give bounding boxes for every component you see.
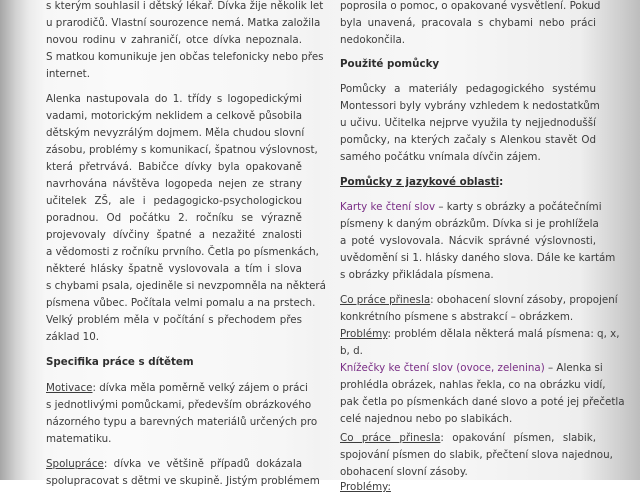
right-text-line (340, 15, 596, 32)
text-run: vadami, motorickým neklidem a celkově působila (46, 110, 302, 122)
text-run: písmeny k daným obrázkům. Dívka si je prohlížela (340, 218, 599, 230)
left-text-line (46, 414, 318, 431)
right-text-line (340, 447, 613, 464)
right-text-line (340, 233, 596, 250)
right-text-line (340, 149, 541, 166)
right-text-line (340, 174, 503, 191)
right-text-line (340, 430, 596, 447)
text-run: učitelek ZŠ, ale i pedagogicko-psychologickou (46, 195, 302, 207)
text-run: s chybami psala, ojediněle si nevzpomněla na některá (46, 280, 326, 292)
left-text-line (46, 159, 302, 176)
right-text-line (340, 309, 573, 326)
text-run: : dívka ve většině případů dokázala (103, 458, 302, 470)
section-heading: Pomůcky z jazykové oblasti (340, 176, 500, 188)
underlined-label: Motivace (46, 382, 93, 394)
text-run: názorného typu a barevných materiálů určených pro (46, 416, 318, 428)
right-text-line (340, 411, 512, 428)
text-run: byla unavená, pracovala s chybami nebo práci (340, 17, 596, 29)
text-run: s obrázky přikládala písmena. (340, 269, 494, 281)
text-run: : dívka měla poměrně velký zájem o práci (92, 382, 308, 394)
left-text-line (46, 15, 321, 32)
text-run: konkrétního písmene s abstrakcí – obrázkem. (340, 311, 574, 323)
right-text-line (340, 326, 620, 343)
left-text-line (46, 210, 302, 227)
text-run: – Alenka si (544, 362, 603, 374)
right-text-line (340, 81, 596, 98)
left-text-line (46, 312, 302, 329)
text-run: dětským nevyzrálým dojmem. Měla chudou slovní (46, 127, 305, 139)
right-text-line (340, 292, 618, 309)
left-text-line (46, 66, 90, 83)
text-run: obohacení slovní zásoby. (340, 466, 468, 478)
text-run: poradnou. Od počátku 2. ročníku se výrazně (46, 212, 302, 224)
text-run: a vědomosti z ročníku prvního. Četla po písmenkách, (46, 246, 319, 258)
text-run: písmena vůbec. Počítala velmi pomalu a na prstech. (46, 297, 316, 309)
left-text-line (46, 0, 324, 15)
left-text-line (46, 397, 312, 414)
left-text-line (46, 193, 302, 210)
text-run: : opakování písmen, slabik, (440, 432, 597, 444)
text-run: u prarodičů. Vlastní sourozence nemá. Matka založila (46, 17, 321, 29)
left-text-line (46, 456, 302, 473)
text-run: navrhována návštěva logopeda nejen ze strany (46, 178, 302, 190)
right-text-line (340, 360, 603, 377)
text-run: samého počátku vnímala dívčin zájem. (340, 151, 541, 163)
left-text-line (46, 108, 302, 125)
underlined-label: Spolupráce (46, 458, 104, 470)
text-run: matematiku. (46, 433, 112, 445)
text-run: b, d. (340, 345, 363, 357)
text-run: základ 10. (46, 331, 100, 343)
right-text-line (340, 199, 602, 216)
text-run: Velký problém měla v počítání s přechodem přes (46, 314, 302, 326)
left-text-line (46, 431, 111, 448)
left-text-line (46, 329, 99, 346)
right-text-line (340, 267, 494, 284)
left-text-line (46, 354, 194, 371)
right-text-line (340, 132, 596, 149)
text-run: s jednotlivými pomůckami, především obrázkového (46, 399, 312, 411)
text-run: Pomůcky a materiály pedagogického systému (340, 83, 596, 95)
text-run: poprosila o pomoc, o opakované vysvětlení. Pokud (340, 0, 601, 12)
text-run: novou rodinu v zahraničí, otce dívka nepoznala. (46, 34, 302, 46)
underlined-label: Co práce přinesla (340, 432, 441, 444)
text-run: S matkou komunikuje jen občas telefonicky nebo přes (46, 51, 324, 63)
right-text-line (340, 216, 599, 233)
left-text-line (46, 227, 302, 244)
text-run: projevovaly dívčiny špatné a nezažité znalosti (46, 229, 302, 241)
section-heading: : (499, 176, 504, 188)
text-run: : problém dělala některá malá písmena: q, x, (387, 328, 620, 340)
left-text-line (46, 261, 302, 278)
text-run: internet. (46, 68, 90, 80)
right-text-line (340, 479, 391, 496)
aid-name: Knížečky ke čtení slov (ovoce, zelenina) (340, 362, 545, 374)
text-run: zásobu, problémy s komunikací, špatnou výslovnost, (46, 144, 318, 156)
text-run: celé najednou nebo po slabikách. (340, 413, 513, 425)
right-text-line (340, 32, 405, 49)
right-text-line (340, 250, 616, 267)
left-text-line (46, 473, 320, 490)
text-run: uvědomění si 1. hlásky daného slova. Dále ke kartám (340, 252, 616, 264)
right-text-line (340, 0, 601, 15)
text-run: nedokončila. (340, 34, 406, 46)
right-text-line (340, 98, 600, 115)
underlined-label: Problémy (340, 328, 388, 340)
left-text-line (46, 278, 326, 295)
left-text-line (46, 176, 302, 193)
left-text-line (46, 32, 302, 49)
text-run: a poté vyslovovala. Nácvik správné výslovnosti, (340, 235, 596, 247)
text-run: prohlédla obrázek, nahlas řekla, co na obrázku vidí, (340, 379, 606, 391)
right-text-line (340, 377, 606, 394)
left-text-line (46, 142, 318, 159)
left-text-line (46, 244, 319, 261)
text-run: – karty s obrázky a počátečními (435, 201, 602, 213)
right-text-line (340, 115, 596, 132)
right-text-line (340, 394, 625, 411)
underlined-label: Co práce přinesla (340, 294, 431, 306)
right-text-line (340, 56, 439, 73)
text-run: u učivu. Učitelka nejprve využila ty nejjednodušší (340, 117, 596, 129)
text-run: : obohacení slovní zásoby, propojení (430, 294, 618, 306)
text-run: která přetrvává. Babičce dívky byla opakovaně (46, 161, 302, 173)
text-run: Alenka nastupovala do 1. třídy s logopedickými (46, 93, 302, 105)
section-heading: Použité pomůcky (340, 58, 440, 70)
left-text-line (46, 125, 305, 142)
right-text-line (340, 343, 363, 360)
left-text-line (46, 295, 316, 312)
section-heading: Specifika práce s dítětem (46, 356, 194, 368)
underlined-label: Problémy: (340, 481, 391, 493)
left-text-line (46, 91, 302, 108)
text-run: pak četla po písmenkách dané slovo a poté jej přečetla (340, 396, 625, 408)
aid-name: Karty ke čtení slov (340, 201, 436, 213)
text-run: některé hlásky špatně vyslovovala a tím i slova (46, 263, 302, 275)
left-text-line (46, 380, 308, 397)
text-run: s kterým souhlasil i dětský lékař. Dívka žije několik let (46, 0, 324, 12)
text-run: pomůcky, na kterých začaly s Alenkou stavět Od (340, 134, 596, 146)
left-text-line (46, 49, 324, 66)
text-run: spojování písmen do slabik, přečtení slova najednou, (340, 449, 613, 461)
text-run: spolupracovat s dětmi ve skupině. Jistým problémem (46, 475, 320, 487)
text-run: Montessori byly vybrány vzhledem k nedostatkům (340, 100, 600, 112)
